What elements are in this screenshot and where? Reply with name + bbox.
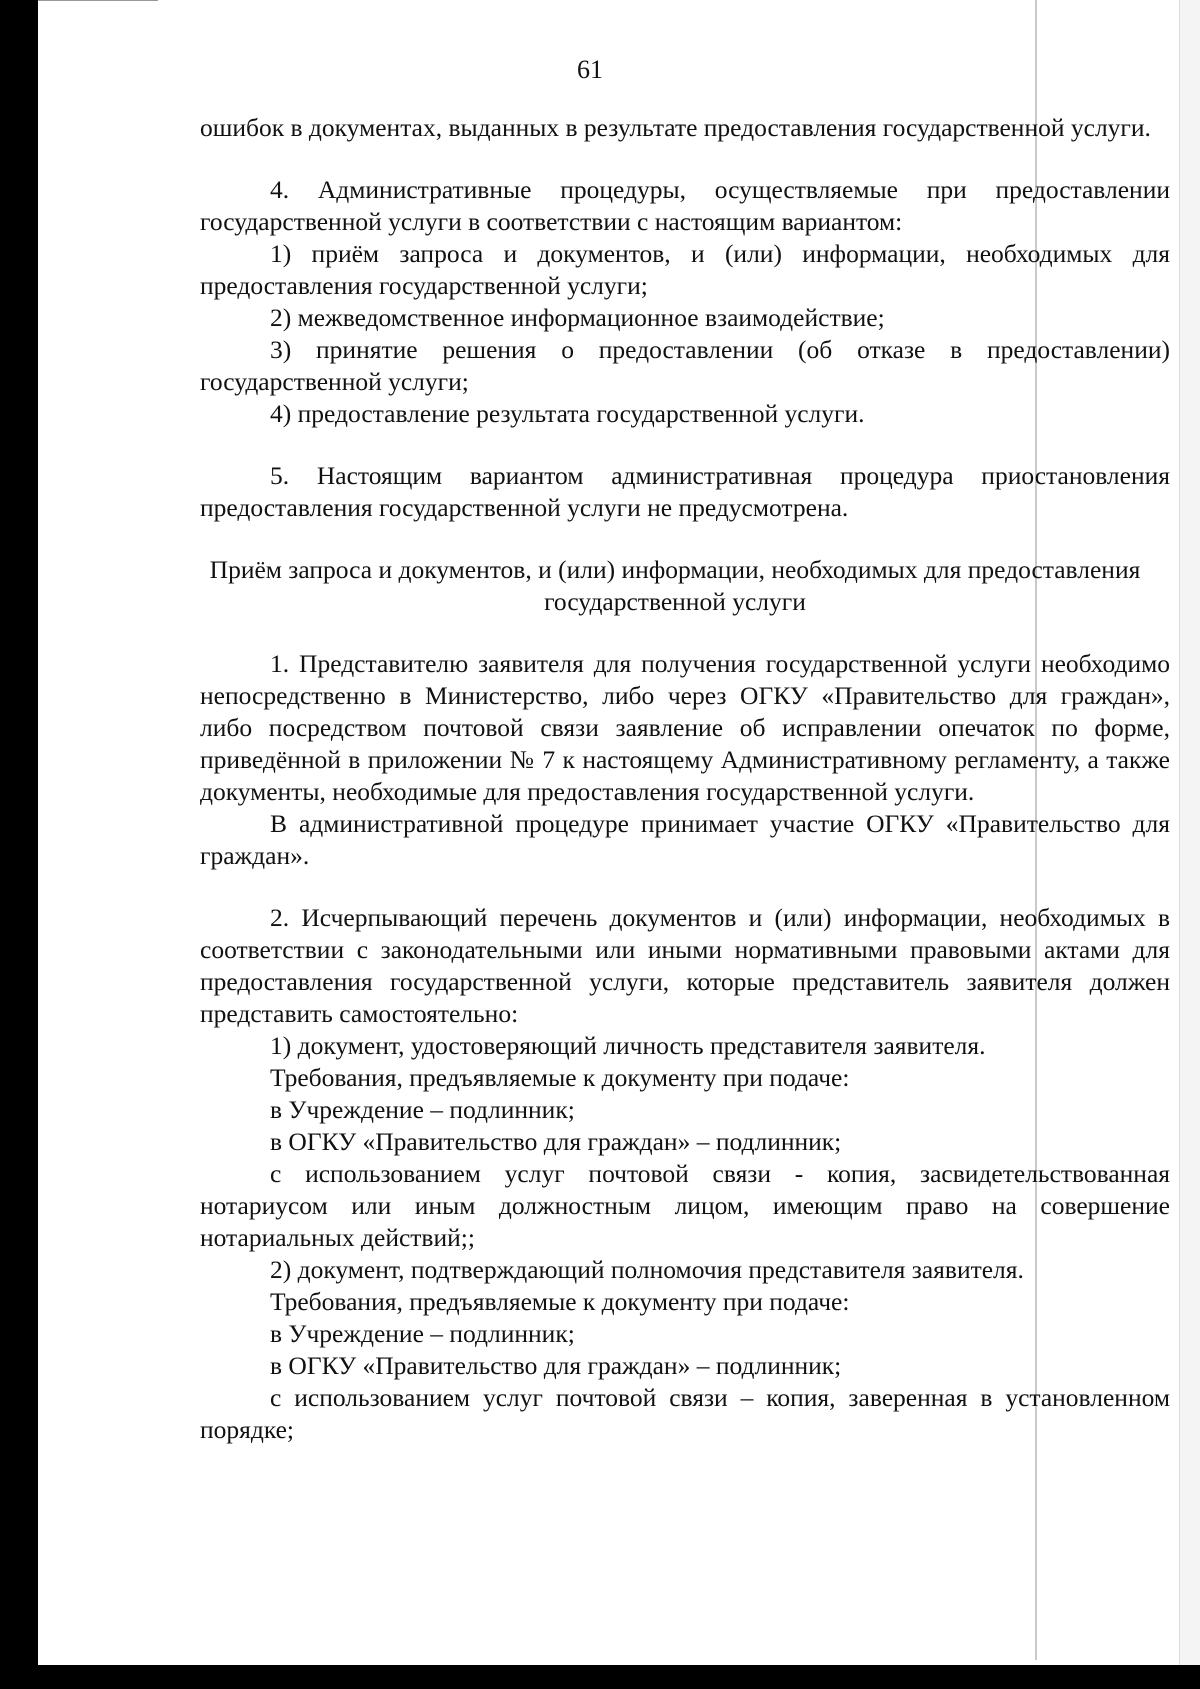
requirement-post-1: с использованием услуг почтовой связи - копия, засвидетельствованная нотариусом или иным должностным лицом, имеющим право на совершение нотариальных действий;;	[200, 1159, 1170, 1252]
document-item-2: 2) документ, подтверждающий полномочия представителя заявителя.	[270, 1255, 1024, 1284]
section-heading: Приём запроса и документов, и (или) информации, необходимых для предоставления государственной услуги	[209, 555, 1141, 616]
paragraph-2: 2. Исчерпывающий перечень документов и (или) информации, необходимых в соответствии с законодательными или иными нормативными правовыми актами для предоставления государственной услуги, которые представитель заявителя должен представить самостоятельно:	[200, 903, 1170, 1028]
document-item-1: 1) документ, удостоверяющий личность представителя заявителя.	[270, 1031, 986, 1060]
requirement-institution-2: в Учреждение – подлинник;	[270, 1319, 575, 1348]
page-number: 61	[577, 55, 603, 84]
paragraph-1: 1. Представителю заявителя для получения государственной услуги необходимо непосредственно в Министерство, либо через ОГКУ «Правительство для граждан», либо посредством почтовой связи заявление об исправлении опечаток по форме, приведённой в приложении № 7 к настоящему Административному регламенту, а также документы, необходимые для предоставления государственной услуги.	[200, 649, 1170, 806]
list-item-2: 2) межведомственное информационное взаимодействие;	[270, 303, 885, 332]
requirements-2: Требования, предъявляемые к документу при подаче:	[270, 1287, 850, 1316]
requirement-post-2: с использованием услуг почтовой связи – копия, заверенная в установленном порядке;	[200, 1383, 1170, 1444]
scan-right-edge	[1179, 0, 1200, 1689]
list-item-4: 4) предоставление результата государственной услуги.	[270, 399, 865, 428]
paragraph-continuation: ошибок в документах, выданных в результате предоставления государственной услуги.	[200, 113, 1151, 142]
scan-bottom-edge	[0, 1665, 1200, 1689]
requirement-ogku-2: в ОГКУ «Правительство для граждан» – подлинник;	[270, 1351, 842, 1380]
paragraph-participation: В административной процедуре принимает участие ОГКУ «Правительство для граждан».	[200, 809, 1170, 870]
list-item-1: 1) приём запроса и документов, и (или) информации, необходимых для предоставления государственной услуги;	[200, 239, 1170, 300]
list-item-3: 3) принятие решения о предоставлении (об отказе в предоставлении) государственной услуги;	[200, 335, 1170, 396]
requirement-institution-1: в Учреждение – подлинник;	[270, 1095, 575, 1124]
scan-corner-line	[38, 0, 158, 1]
document-body	[200, 112, 1170, 1446]
requirements-1: Требования, предъявляемые к документу при подаче:	[270, 1063, 850, 1092]
scan-left-edge	[0, 0, 38, 1689]
requirement-ogku-1: в ОГКУ «Правительство для граждан» – подлинник;	[270, 1127, 842, 1156]
paragraph-5: 5. Настоящим вариантом административная процедура приостановления предоставления государственной услуги не предусмотрена.	[200, 461, 1170, 522]
paragraph-4: 4. Административные процедуры, осуществляемые при предоставлении государственной услуги в соответствии с настоящим вариантом:	[200, 175, 1170, 236]
